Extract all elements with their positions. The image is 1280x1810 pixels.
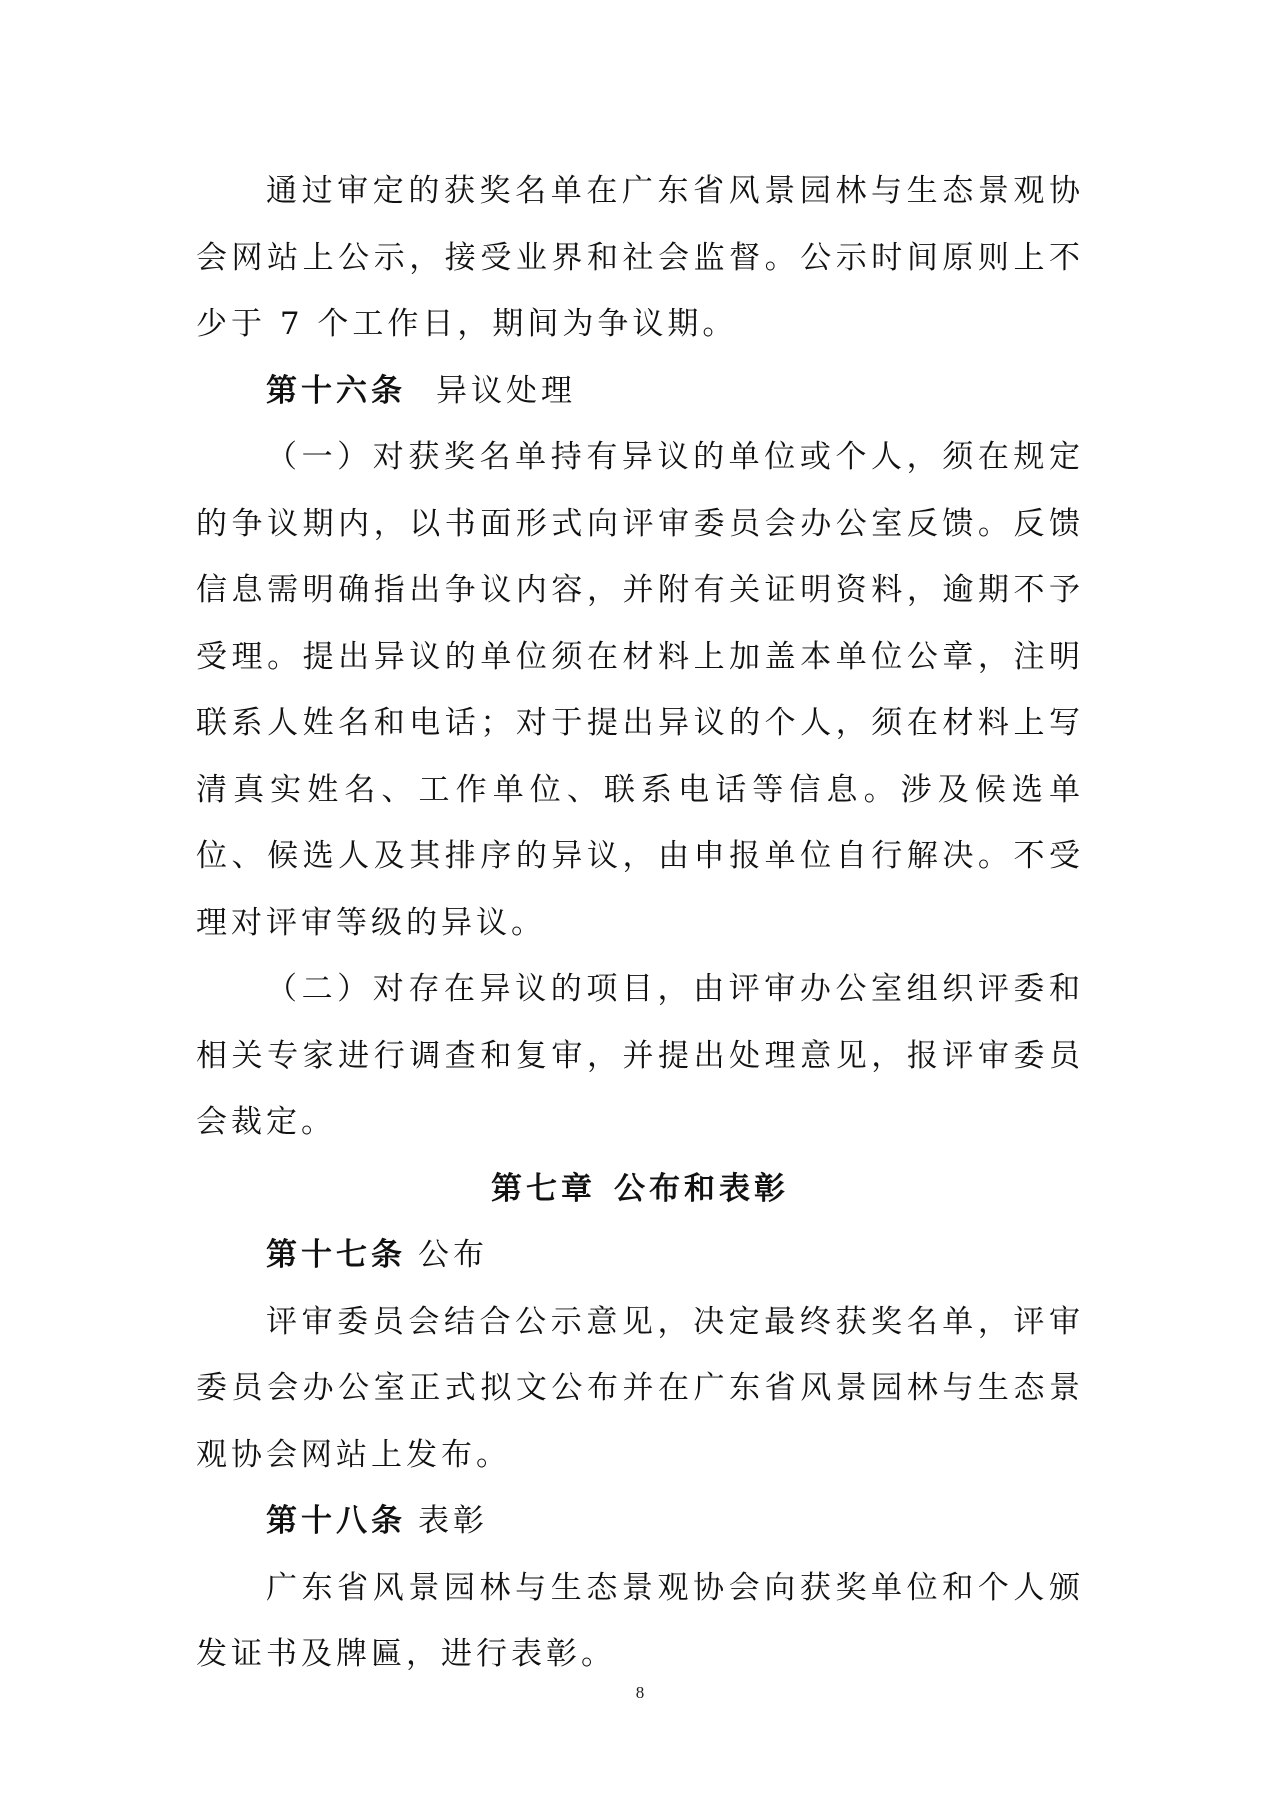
publicity-paragraph: 通过审定的获奖名单在广东省风景园林与生态景观协会网站上公示，接受业界和社会监督。公示时间原则上不少于 7 个工作日，期间为争议期。 [196, 173, 1084, 342]
chapter-7-number: 第七章 [491, 1170, 596, 1207]
article-17-number: 第十七条 [266, 1237, 406, 1273]
article-17-body: 评审委员会结合公示意见，决定最终获奖名单，评审委员会办公室正式拟文公布并在广东省风景园林与生态景观协会网站上发布。 [196, 1303, 1084, 1473]
article-17-heading [196, 1222, 1084, 1289]
article-18-title: 表彰 [418, 1503, 488, 1539]
article-16-item-2: （二）对存在异议的项目，由评审办公室组织评委和相关专家进行调查和复审，并提出处理意见，报评审委员会裁定。 [196, 971, 1084, 1140]
article-16-number: 第十六条 [266, 372, 406, 409]
article-16-title: 异议处理 [436, 372, 576, 409]
article-18-body: 广东省风景园林与生态景观协会向获奖单位和个人颁发证书及牌匾，进行表彰。 [196, 1569, 1084, 1672]
article-18-heading [196, 1488, 1084, 1555]
article-17-title: 公布 [418, 1237, 488, 1273]
article-18-number: 第十八条 [266, 1503, 406, 1539]
article-16-heading [196, 358, 1084, 425]
document-body [196, 158, 1084, 1688]
chapter-7-heading [196, 1156, 1084, 1223]
chapter-7-title: 公布和表彰 [614, 1170, 789, 1207]
article-16-item-1: （一）对获奖名单持有异议的单位或个人，须在规定的争议期内，以书面形式向评审委员会办公室反馈。反馈信息需明确指出争议内容，并附有关证明资料，逾期不予受理。提出异议的单位须在材料上加盖本单位公章，注明联系人姓名和电话；对于提出异议的个人，须在材料上写清真实姓名、工作单位、联系电话等信息。涉及候选单位、候选人及其排序的异议，由申报单位自行解决。不受理对评审等级的异议。 [196, 439, 1084, 941]
page-number: 8 [635, 1683, 645, 1702]
